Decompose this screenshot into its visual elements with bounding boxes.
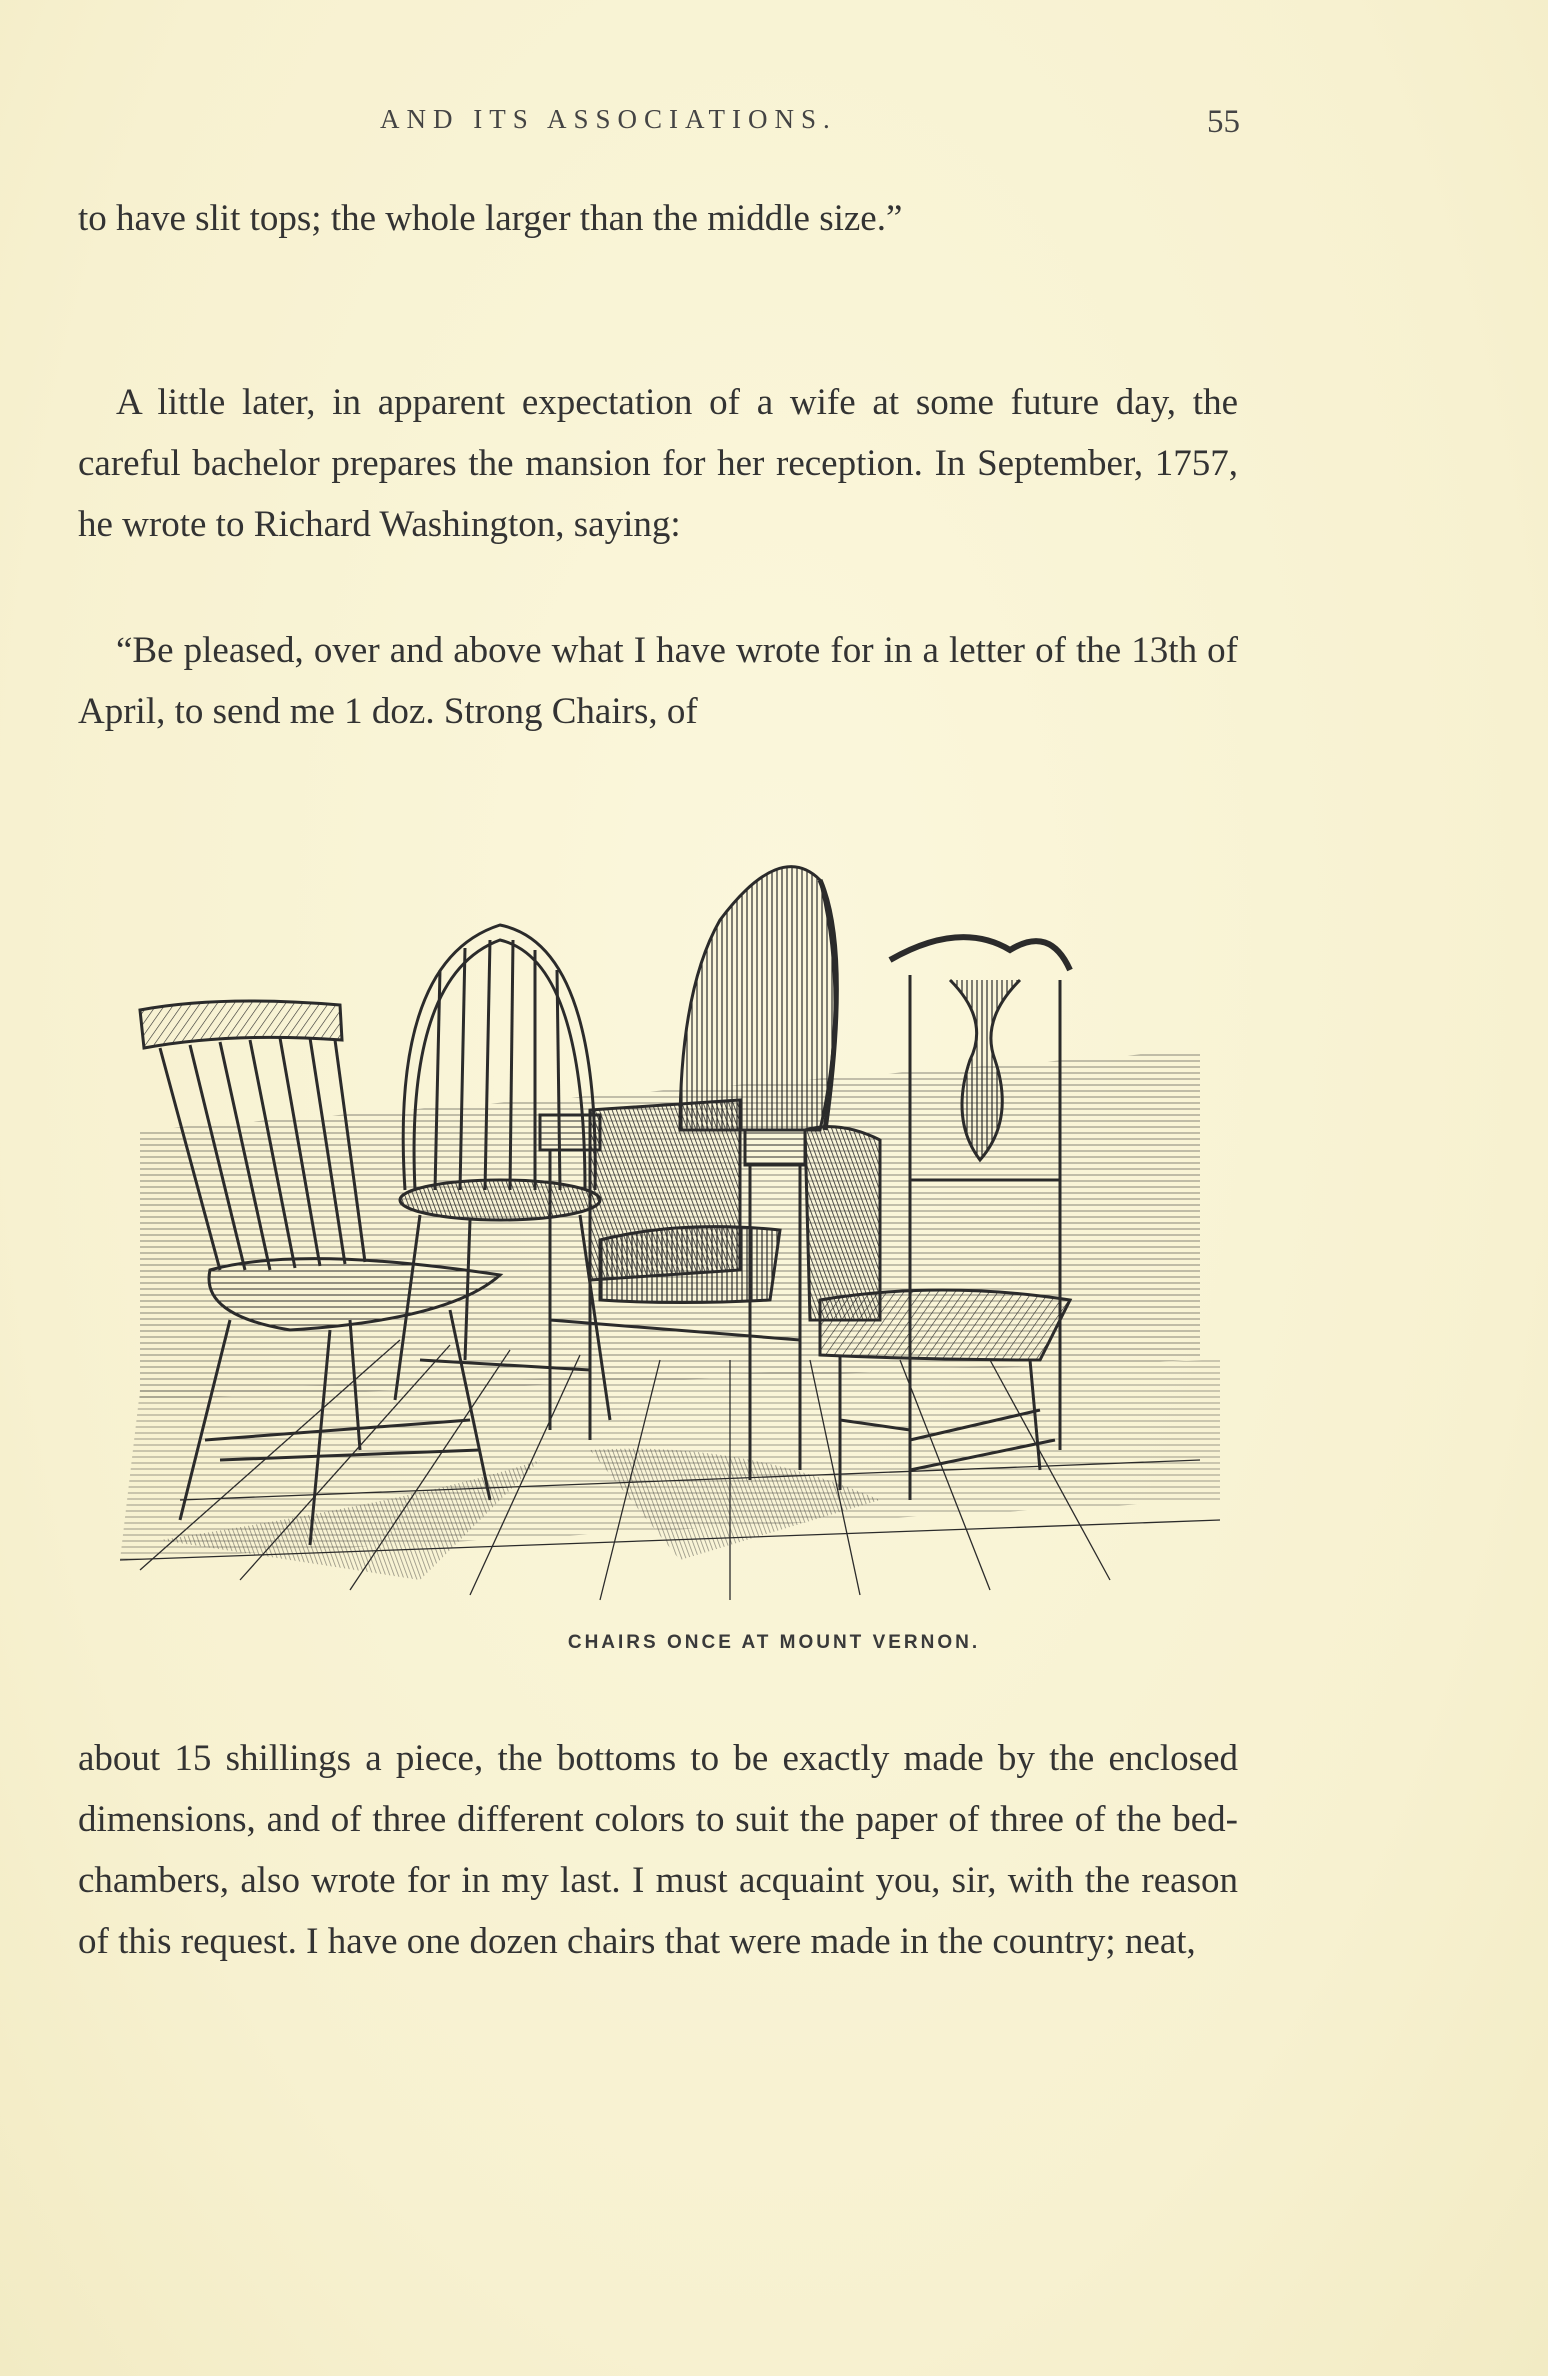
running-head <box>150 104 1240 144</box>
chairs-engraving <box>120 800 1220 1620</box>
paragraph-continuation: to have slit tops; the whole larger than the middle size.” <box>78 198 903 239</box>
paragraph-bachelor: A little later, in apparent expectation of a wife at some future day, the careful bachelor prepares the mansion for her reception. In September, 1757, he wrote to Richard Washington, saying: <box>78 382 1238 545</box>
paragraph-letter-quote: “Be pleased, over and above what I have wrote for in a letter of the 13th of April, to send me 1 doz. Strong Chairs, of <box>78 630 1238 732</box>
chairs-illustration <box>120 800 1220 1620</box>
page-number: 55 <box>1207 104 1240 140</box>
running-title: AND ITS ASSOCIATIONS. <box>380 104 837 134</box>
figure-caption: CHAIRS ONCE AT MOUNT VERNON. <box>567 1632 981 1653</box>
paragraph-continued-letter: about 15 shillings a piece, the bottoms to be exactly made by the enclosed dimensions, and of three different colors to suit the paper of three of the bed-chambers, also wrote for in my last. I must acquaint you, sir, with the reason of this request. I have one dozen chairs that were made in the country; neat, <box>78 1738 1238 1962</box>
